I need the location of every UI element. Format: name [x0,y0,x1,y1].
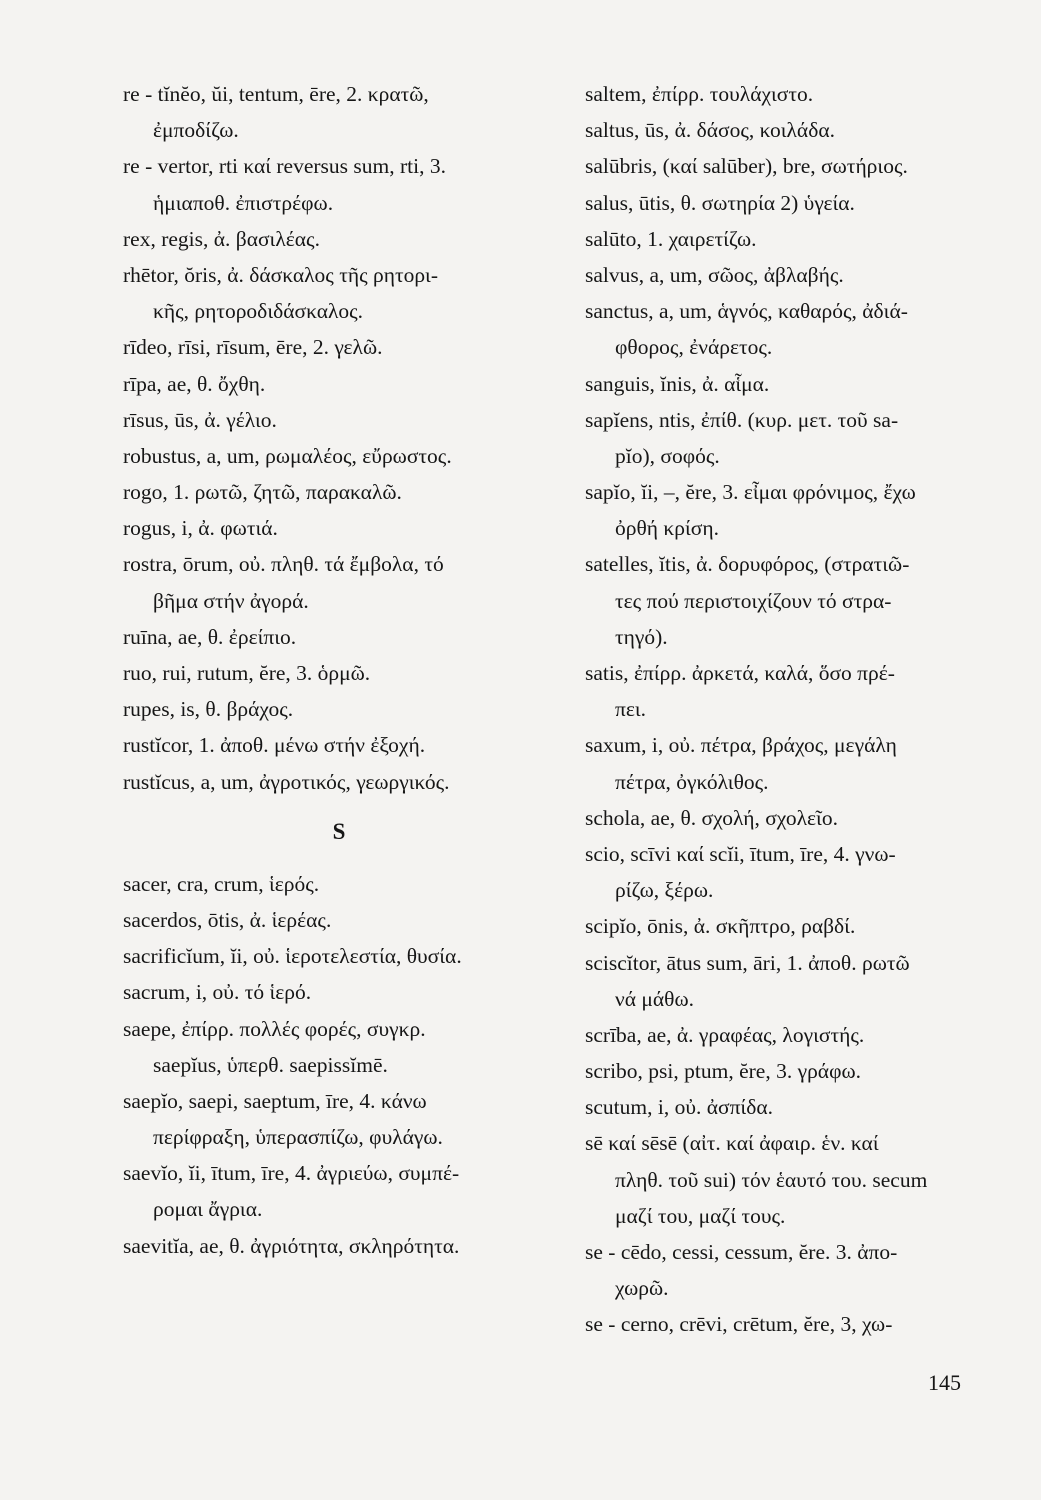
dictionary-line: sacerdos, ōtis, ἀ. ἱερέας. [123,907,332,932]
dictionary-line: ἡμιαποθ. ἐπιστρέφω. [153,190,334,215]
dictionary-line: saltem, ἐπίρρ. τουλάχιστο. [585,82,814,106]
dictionary-line: rīdeo, rīsi, rīsum, ēre, 2. γελῶ. [123,335,383,360]
dictionary-line: φθορος, ἐνάρετος. [615,335,773,360]
dictionary-line: pĭo), σοφός. [615,443,720,468]
dictionary-line: πέτρα, ὀγκόλιθος. [615,769,769,794]
dictionary-line: schola, ae, θ. σχολή, σχολεῖο. [585,805,838,830]
dictionary-line: περίφραξη, ὑπερασπίζω, φυλάγω. [153,1125,443,1150]
dictionary-line: πληθ. τοῦ sui) τόν ἑαυτό του. secum [615,1167,928,1192]
dictionary-line: re - vertor, rti καί reversus sum, rti, 3. [123,154,446,179]
dictionary-line: rogus, i, ἀ. φωτιά. [123,516,278,541]
dictionary-line: χωρῶ. [615,1276,669,1301]
dictionary-line: ruo, rui, rutum, ĕre, 3. ὁρμῶ. [123,661,371,685]
dictionary-line: sciscĭtor, ātus sum, āri, 1. ἀποθ. ρωτῶ [585,950,910,975]
dictionary-line: sacrum, i, οὐ. τό ἱερό. [123,980,312,1005]
dictionary-line: ἐμποδίζω. [153,118,239,143]
dictionary-line: rogo, 1. ρωτῶ, ζητῶ, παρακαλῶ. [123,480,402,505]
dictionary-line: saxum, i, οὐ. πέτρα, βράχος, μεγάλη [585,733,897,758]
dictionary-line: ρομαι ἄγρια. [153,1197,263,1222]
dictionary-line: saevitĭa, ae, θ. ἀγριότητα, σκληρότητα. [123,1233,460,1258]
dictionary-line: τηγό). [615,624,668,649]
dictionary-line: sanctus, a, um, ἁγνός, καθαρός, ἀδιά- [585,299,908,324]
dictionary-line: satis, ἐπίρρ. ἀρκετά, καλά, ὅσο πρέ- [585,661,895,685]
dictionary-line: se - cēdo, cessi, cessum, ĕre. 3. ἀπο- [585,1240,898,1264]
section-letter-heading: S [332,818,346,844]
dictionary-line: νά μάθω. [615,986,694,1011]
dictionary-line: rupes, is, θ. βράχος. [123,697,294,722]
dictionary-line: rīpa, ae, θ. ὄχθη. [123,371,266,396]
dictionary-line: ρίζω, ξέρω. [615,878,714,903]
dictionary-line: sapĭens, ntis, ἐπίθ. (κυρ. μετ. τοῦ sa- [585,407,899,432]
dictionary-line: πει. [615,697,647,722]
dictionary-line: μαζί του, μαζί τους. [615,1203,786,1228]
dictionary-line: scipĭo, ōnis, ἀ. σκῆπτρο, ραβδί. [585,914,856,939]
dictionary-line: salūto, 1. χαιρετίζω. [585,226,757,251]
dictionary-line: saepe, ἐπίρρ. πολλές φορές, συγκρ. [123,1016,426,1041]
dictionary-line: sē καί sēsē (αἰτ. καί ἀφαιρ. ἑν. καί [585,1131,879,1156]
dictionary-line: scribo, psi, ptum, ĕre, 3. γράφω. [585,1059,862,1084]
dictionary-line: rustĭcor, 1. ἀποθ. μένω στήν ἐξοχή. [123,733,426,758]
dictionary-line: saltus, ūs, ἀ. δάσος, κοιλάδα. [585,118,835,143]
dictionary-line: sacrificĭum, ĭi, οὐ. ἱεροτελεστία, θυσία. [123,944,462,969]
right-column [585,76,1025,1343]
dictionary-line: κῆς, ρητοροδιδάσκαλος. [153,299,364,324]
dictionary-line: βῆμα στήν ἀγορά. [153,588,309,613]
dictionary-line: sapĭo, ĭi, –, ĕre, 3. εἶμαι φρόνιμος, ἔχω [585,480,916,505]
page-number: 145 [928,1370,961,1395]
left-column [123,76,555,1264]
dictionary-line: sacer, cra, crum, ἱερός. [123,871,320,896]
dictionary-line: scrība, ae, ἀ. γραφέας, λογιστής. [585,1022,865,1047]
dictionary-line: saevĭo, ĭi, ītum, īre, 4. ἀγριεύω, συμπέ- [123,1161,460,1186]
dictionary-line: rhētor, ŏris, ἀ. δάσκαλος τῆς ρητορι- [123,262,439,287]
dictionary-line: saepĭus, ὑπερθ. saepissĭmē. [153,1052,388,1077]
dictionary-line: ὀρθή κρίση. [615,516,719,541]
dictionary-line: rustĭcus, a, um, ἀγροτικός, γεωργικός. [123,769,450,794]
dictionary-line: saepĭo, saepi, saeptum, īre, 4. κάνω [123,1088,427,1113]
dictionary-line: rex, regis, ἀ. βασιλέας. [123,226,320,251]
dictionary-line: salūbris, (καί salūber), bre, σωτήριος. [585,154,908,179]
dictionary-line: τες πού περιστοιχίζουν τό στρα- [615,588,892,613]
dictionary-line: salus, ūtis, θ. σωτηρία 2) ὑγεία. [585,190,855,215]
dictionary-line: scutum, i, οὐ. ἀσπίδα. [585,1095,773,1120]
dictionary-line: se - cerno, crēvi, crētum, ĕre, 3, χω- [585,1312,893,1337]
dictionary-line: satelles, ĭtis, ἀ. δορυφόρος, (στρατιῶ- [585,552,910,577]
dictionary-line: scio, scīvi καί scĭi, ītum, īre, 4. γνω- [585,841,896,866]
dictionary-line: rīsus, ūs, ἀ. γέλιο. [123,407,277,432]
dictionary-line: re - tĭnĕo, ŭi, tentum, ēre, 2. κρατῶ, [123,82,429,106]
dictionary-line: rostra, ōrum, οὐ. πληθ. τά ἔμβολα, τό [123,552,444,577]
dictionary-line: sanguis, ĭnis, ἀ. αἷμα. [585,371,770,396]
dictionary-line: ruīna, ae, θ. ἐρείπιο. [123,624,297,649]
dictionary-line: robustus, a, um, ρωμαλέος, εὔρωστος. [123,443,452,468]
dictionary-line: salvus, a, um, σῶος, ἀβλαβής. [585,262,844,287]
